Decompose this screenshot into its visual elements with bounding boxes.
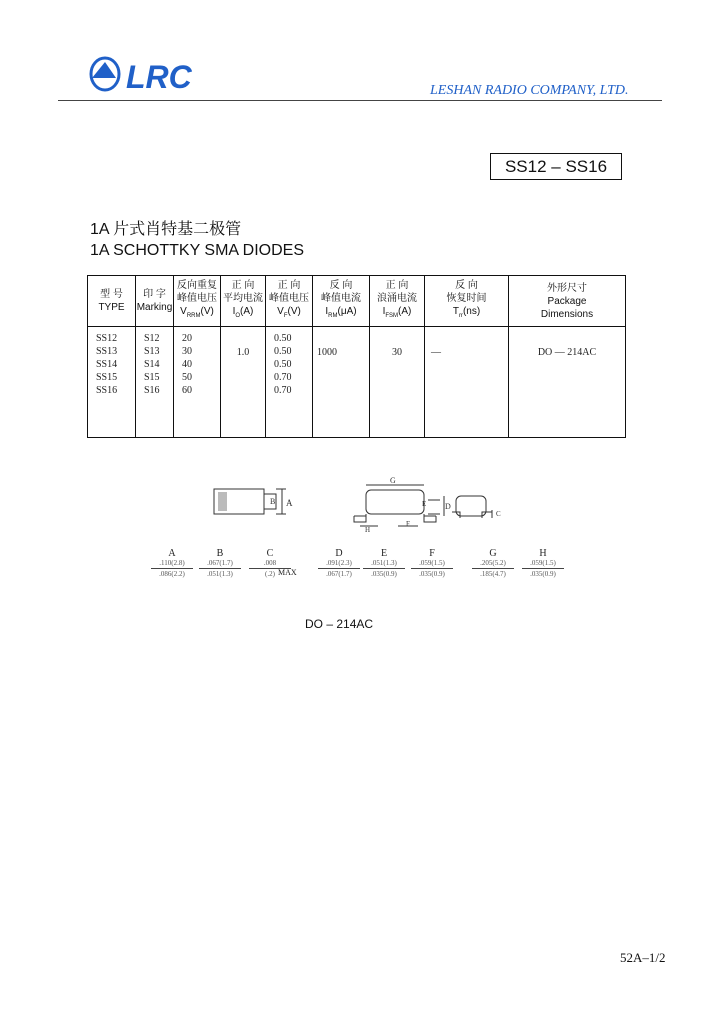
dim-d: D .091(2.3) .067(1.7): [314, 548, 364, 578]
cathode-band: [218, 492, 227, 511]
dim-a: A .110(2.8) .086(2.2): [147, 548, 197, 578]
col-marking: 印 字 Marking: [136, 276, 174, 327]
cell-types: SS12 SS13 SS14 SS15 SS16: [88, 327, 136, 438]
col-io: 正 向 平均电流 $I_O(A)$: [221, 276, 266, 327]
top-view-body: [366, 490, 427, 514]
svg-text:F: F: [406, 520, 410, 528]
table-header-row: [88, 276, 626, 327]
col-ifsm: 正 向 浪涌电流 $I_{FSM}(A)$: [370, 276, 425, 327]
cell-trr: —: [425, 327, 509, 438]
cell-vf: 0.50 0.50 0.50 0.70 0.70: [266, 327, 313, 438]
col-trr: 反 向 恢复时间 $T_{rr}(ns)$: [425, 276, 509, 327]
cell-irm: 1000: [313, 327, 370, 438]
dim-g: G .205(5.2) .185(4.7): [468, 548, 518, 578]
package-label: DO – 214AC: [305, 617, 374, 631]
svg-text:H: H: [365, 526, 371, 534]
cell-markings: S12 S13 S14 S15 S16: [136, 327, 174, 438]
svg-text:C: C: [496, 510, 501, 518]
dim-h: H .059(1.5) .035(0.9): [518, 548, 568, 578]
spec-table: [87, 275, 626, 438]
svg-text:G: G: [390, 476, 396, 485]
cell-io: 1.0: [221, 327, 266, 438]
svg-text:LRC: LRC: [126, 59, 192, 95]
svg-text:D: D: [445, 502, 451, 511]
svg-text:B: B: [270, 497, 276, 506]
dimension-table: [150, 548, 570, 588]
page-number: 52A–1/2: [620, 950, 666, 965]
dim-b: B .067(1.7) .051(1.3): [195, 548, 245, 578]
company-name: LESHAN RADIO COMPANY, LTD.: [430, 83, 629, 98]
dim-e: E .051(1.3) .035(0.9): [359, 548, 409, 578]
lrc-logo: [88, 52, 218, 98]
col-type: 型 号 TYPE: [88, 276, 136, 327]
header-divider: [58, 100, 662, 101]
svg-text:E: E: [422, 500, 427, 508]
title-english: 1A SCHOTTKY SMA DIODES: [90, 242, 304, 259]
col-vrrm: 反向重复 峰值电压 $V_{RRM}(V)$: [174, 276, 221, 327]
table-data-row: [88, 327, 626, 438]
col-package: 外形尺寸 Package Dimensions: [509, 276, 626, 327]
cell-ifsm: 30: [370, 327, 425, 438]
dim-c: C .008 (.2) MAX: [245, 548, 295, 578]
col-vf: 正 向 峰值电压 $V_F(V)$: [266, 276, 313, 327]
cell-package: DO — 214AC: [509, 327, 626, 438]
part-range-box: SS12 – SS16: [490, 153, 622, 180]
svg-text:A: A: [286, 498, 293, 508]
col-irm: 反 向 峰值电流 $I_{RM}(\mu A)$: [313, 276, 370, 327]
dim-f: F .059(1.5) .035(0.9): [407, 548, 457, 578]
cell-vrrm: 20 30 40 50 60: [174, 327, 221, 438]
title-chinese: 1A 片式肖特基二极管: [90, 221, 242, 238]
